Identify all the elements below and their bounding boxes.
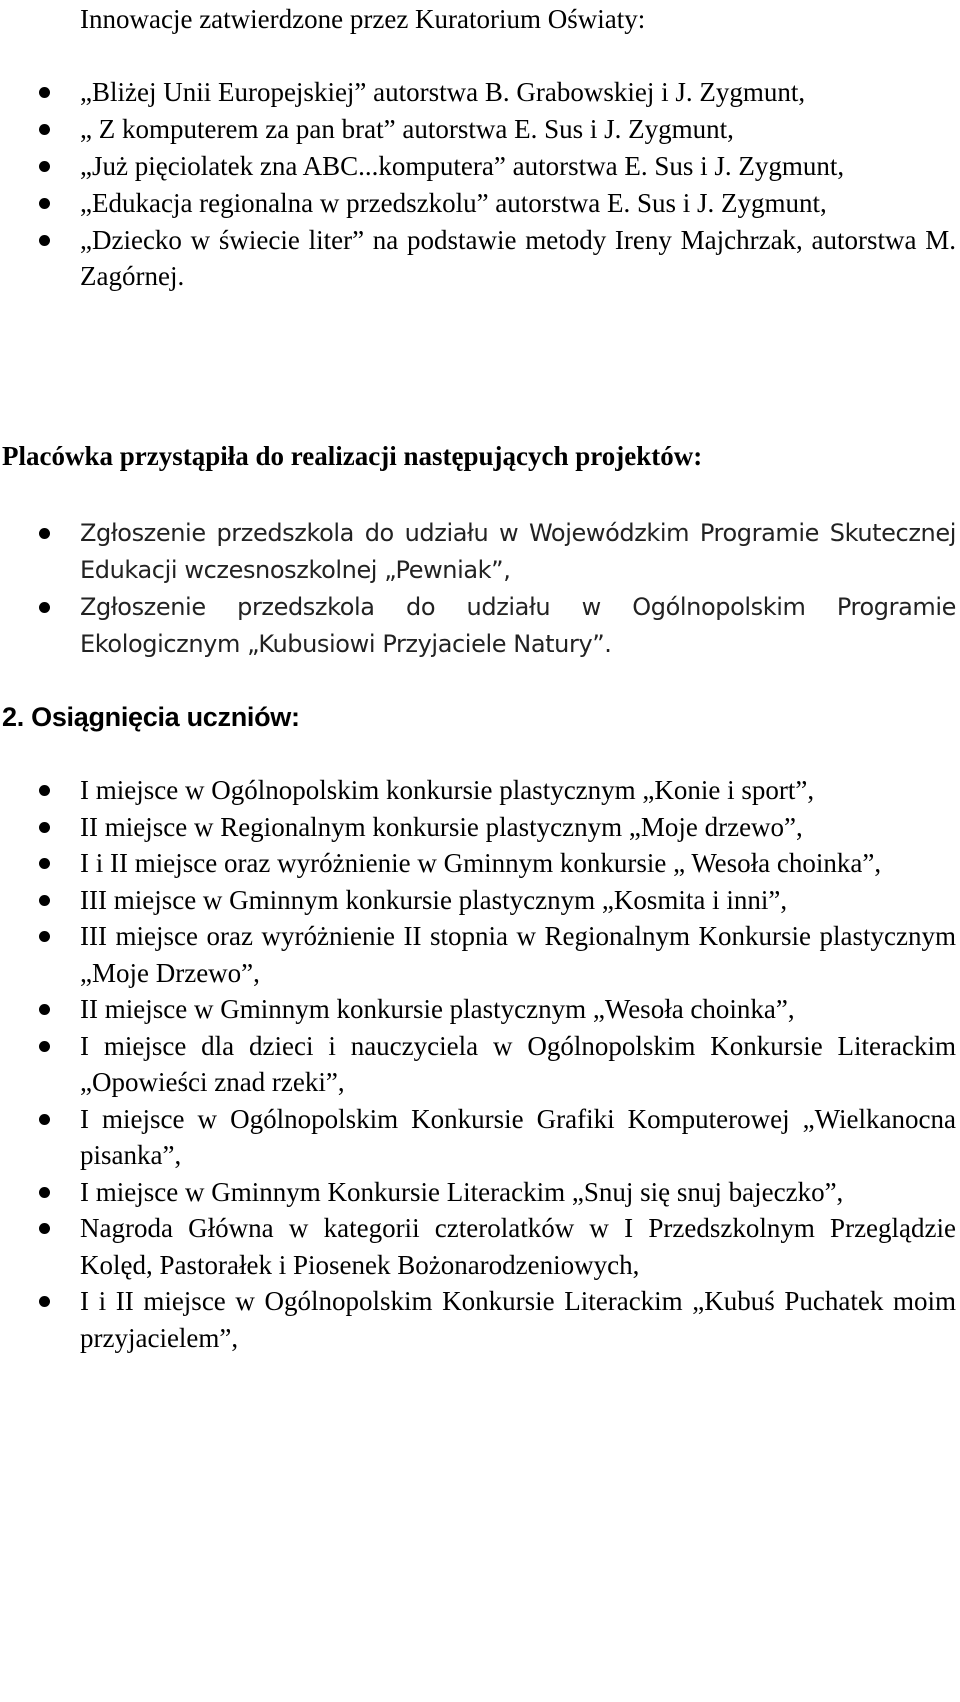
bullet-icon bbox=[39, 161, 50, 172]
bullet-icon bbox=[39, 1187, 50, 1198]
bullet-icon bbox=[39, 124, 50, 135]
bullet-icon bbox=[39, 895, 50, 906]
bullet-icon bbox=[39, 785, 50, 796]
bullet-icon bbox=[39, 1296, 50, 1307]
project-text: Zgłoszenie przedszkola do udziału w Wojewódzkim Programie Skutecznej Edukacji wczesnoszkolnej „Pewniak”, bbox=[80, 519, 956, 584]
bullet-icon bbox=[39, 235, 50, 246]
list-item bbox=[0, 1101, 960, 1174]
achievement-text: I miejsce dla dzieci i nauczyciela w Ogólnopolskim Konkursie Literackim „Opowieści znad rzeki”, bbox=[80, 1030, 956, 1097]
bullet-icon bbox=[39, 858, 50, 869]
list-item bbox=[0, 809, 960, 846]
innovation-text: „ Z komputerem za pan brat” autorstwa E. Sus i J. Zygmunt, bbox=[80, 114, 734, 144]
innovation-text: „Już pięciolatek zna ABC...komputera” autorstwa E. Sus i J. Zygmunt, bbox=[80, 151, 845, 181]
bullet-icon bbox=[39, 1004, 50, 1015]
achievements-heading: 2. Osiągnięcia uczniów: bbox=[2, 702, 300, 732]
projects-list bbox=[0, 515, 960, 663]
innovations-list bbox=[0, 74, 960, 295]
list-item bbox=[0, 515, 960, 589]
list-item bbox=[0, 589, 960, 663]
bullet-icon bbox=[39, 602, 50, 613]
list-item bbox=[0, 1174, 960, 1211]
list-item bbox=[0, 991, 960, 1028]
achievement-text: I miejsce w Gminnym Konkursie Literackim „Snuj się snuj bajeczko”, bbox=[80, 1176, 844, 1207]
intro-line: Innowacje zatwierdzone przez Kuratorium Oświaty: bbox=[80, 4, 646, 34]
innovation-text: „Bliżej Unii Europejskiej” autorstwa B. Grabowskiej i J. Zygmunt, bbox=[80, 77, 806, 107]
achievements-list bbox=[0, 772, 960, 1356]
projects-heading: Placówka przystąpiła do realizacji następujących projektów: bbox=[2, 441, 703, 471]
list-item bbox=[0, 111, 960, 147]
list-item bbox=[0, 185, 960, 221]
achievement-text: III miejsce oraz wyróżnienie II stopnia w Regionalnym Konkursie plastycznym „Moje Drzewo”, bbox=[80, 921, 956, 988]
list-item bbox=[0, 1028, 960, 1101]
bullet-icon bbox=[39, 931, 50, 942]
achievement-text: I miejsce w Ogólnopolskim Konkursie Grafiki Komputerowej „Wielkanocna pisanka”, bbox=[80, 1103, 956, 1170]
achievement-text: II miejsce w Gminnym konkursie plastycznym „Wesoła choinka”, bbox=[80, 994, 795, 1024]
list-item bbox=[0, 918, 960, 991]
list-item bbox=[0, 772, 960, 809]
list-item bbox=[0, 845, 960, 882]
list-item bbox=[0, 222, 960, 294]
innovation-text: „Edukacja regionalna w przedszkolu” autorstwa E. Sus i J. Zygmunt, bbox=[80, 188, 827, 218]
bullet-icon bbox=[39, 1223, 50, 1234]
list-item bbox=[0, 1210, 960, 1283]
list-item bbox=[0, 74, 960, 110]
bullet-icon bbox=[39, 822, 50, 833]
project-text: Zgłoszenie przedszkola do udziału w Ogólnopolskim Programie Ekologicznym „Kubusiowi Przyjaciele Natury”. bbox=[80, 593, 956, 658]
bullet-icon bbox=[39, 198, 50, 209]
achievement-text: I miejsce w Ogólnopolskim konkursie plastycznym „Konie i sport”, bbox=[80, 775, 815, 805]
achievement-text: Nagroda Główna w kategorii czterolatków w I Przedszkolnym Przeglądzie Kolęd, Pastorałek i Piosenek Bożonarodzeniowych, bbox=[80, 1213, 956, 1280]
achievement-text: II miejsce w Regionalnym konkursie plastycznym „Moje drzewo”, bbox=[80, 811, 803, 842]
achievement-text: I i II miejsce oraz wyróżnienie w Gminnym konkursie „ Wesoła choinka”, bbox=[80, 848, 882, 878]
bullet-icon bbox=[39, 1041, 50, 1052]
list-item bbox=[0, 1283, 960, 1356]
achievement-text: I i II miejsce w Ogólnopolskim Konkursie Literackim „Kubuś Puchatek moim przyjacielem”, bbox=[80, 1286, 956, 1353]
bullet-icon bbox=[39, 1114, 50, 1125]
achievement-text: III miejsce w Gminnym konkursie plastycznym „Kosmita i inni”, bbox=[80, 884, 788, 915]
innovation-text: „Dziecko w świecie liter” na podstawie metody Ireny Majchrzak, autorstwa M. Zagórnej. bbox=[80, 225, 956, 291]
list-item bbox=[0, 148, 960, 184]
bullet-icon bbox=[39, 528, 50, 539]
bullet-icon bbox=[39, 87, 50, 98]
list-item bbox=[0, 882, 960, 919]
